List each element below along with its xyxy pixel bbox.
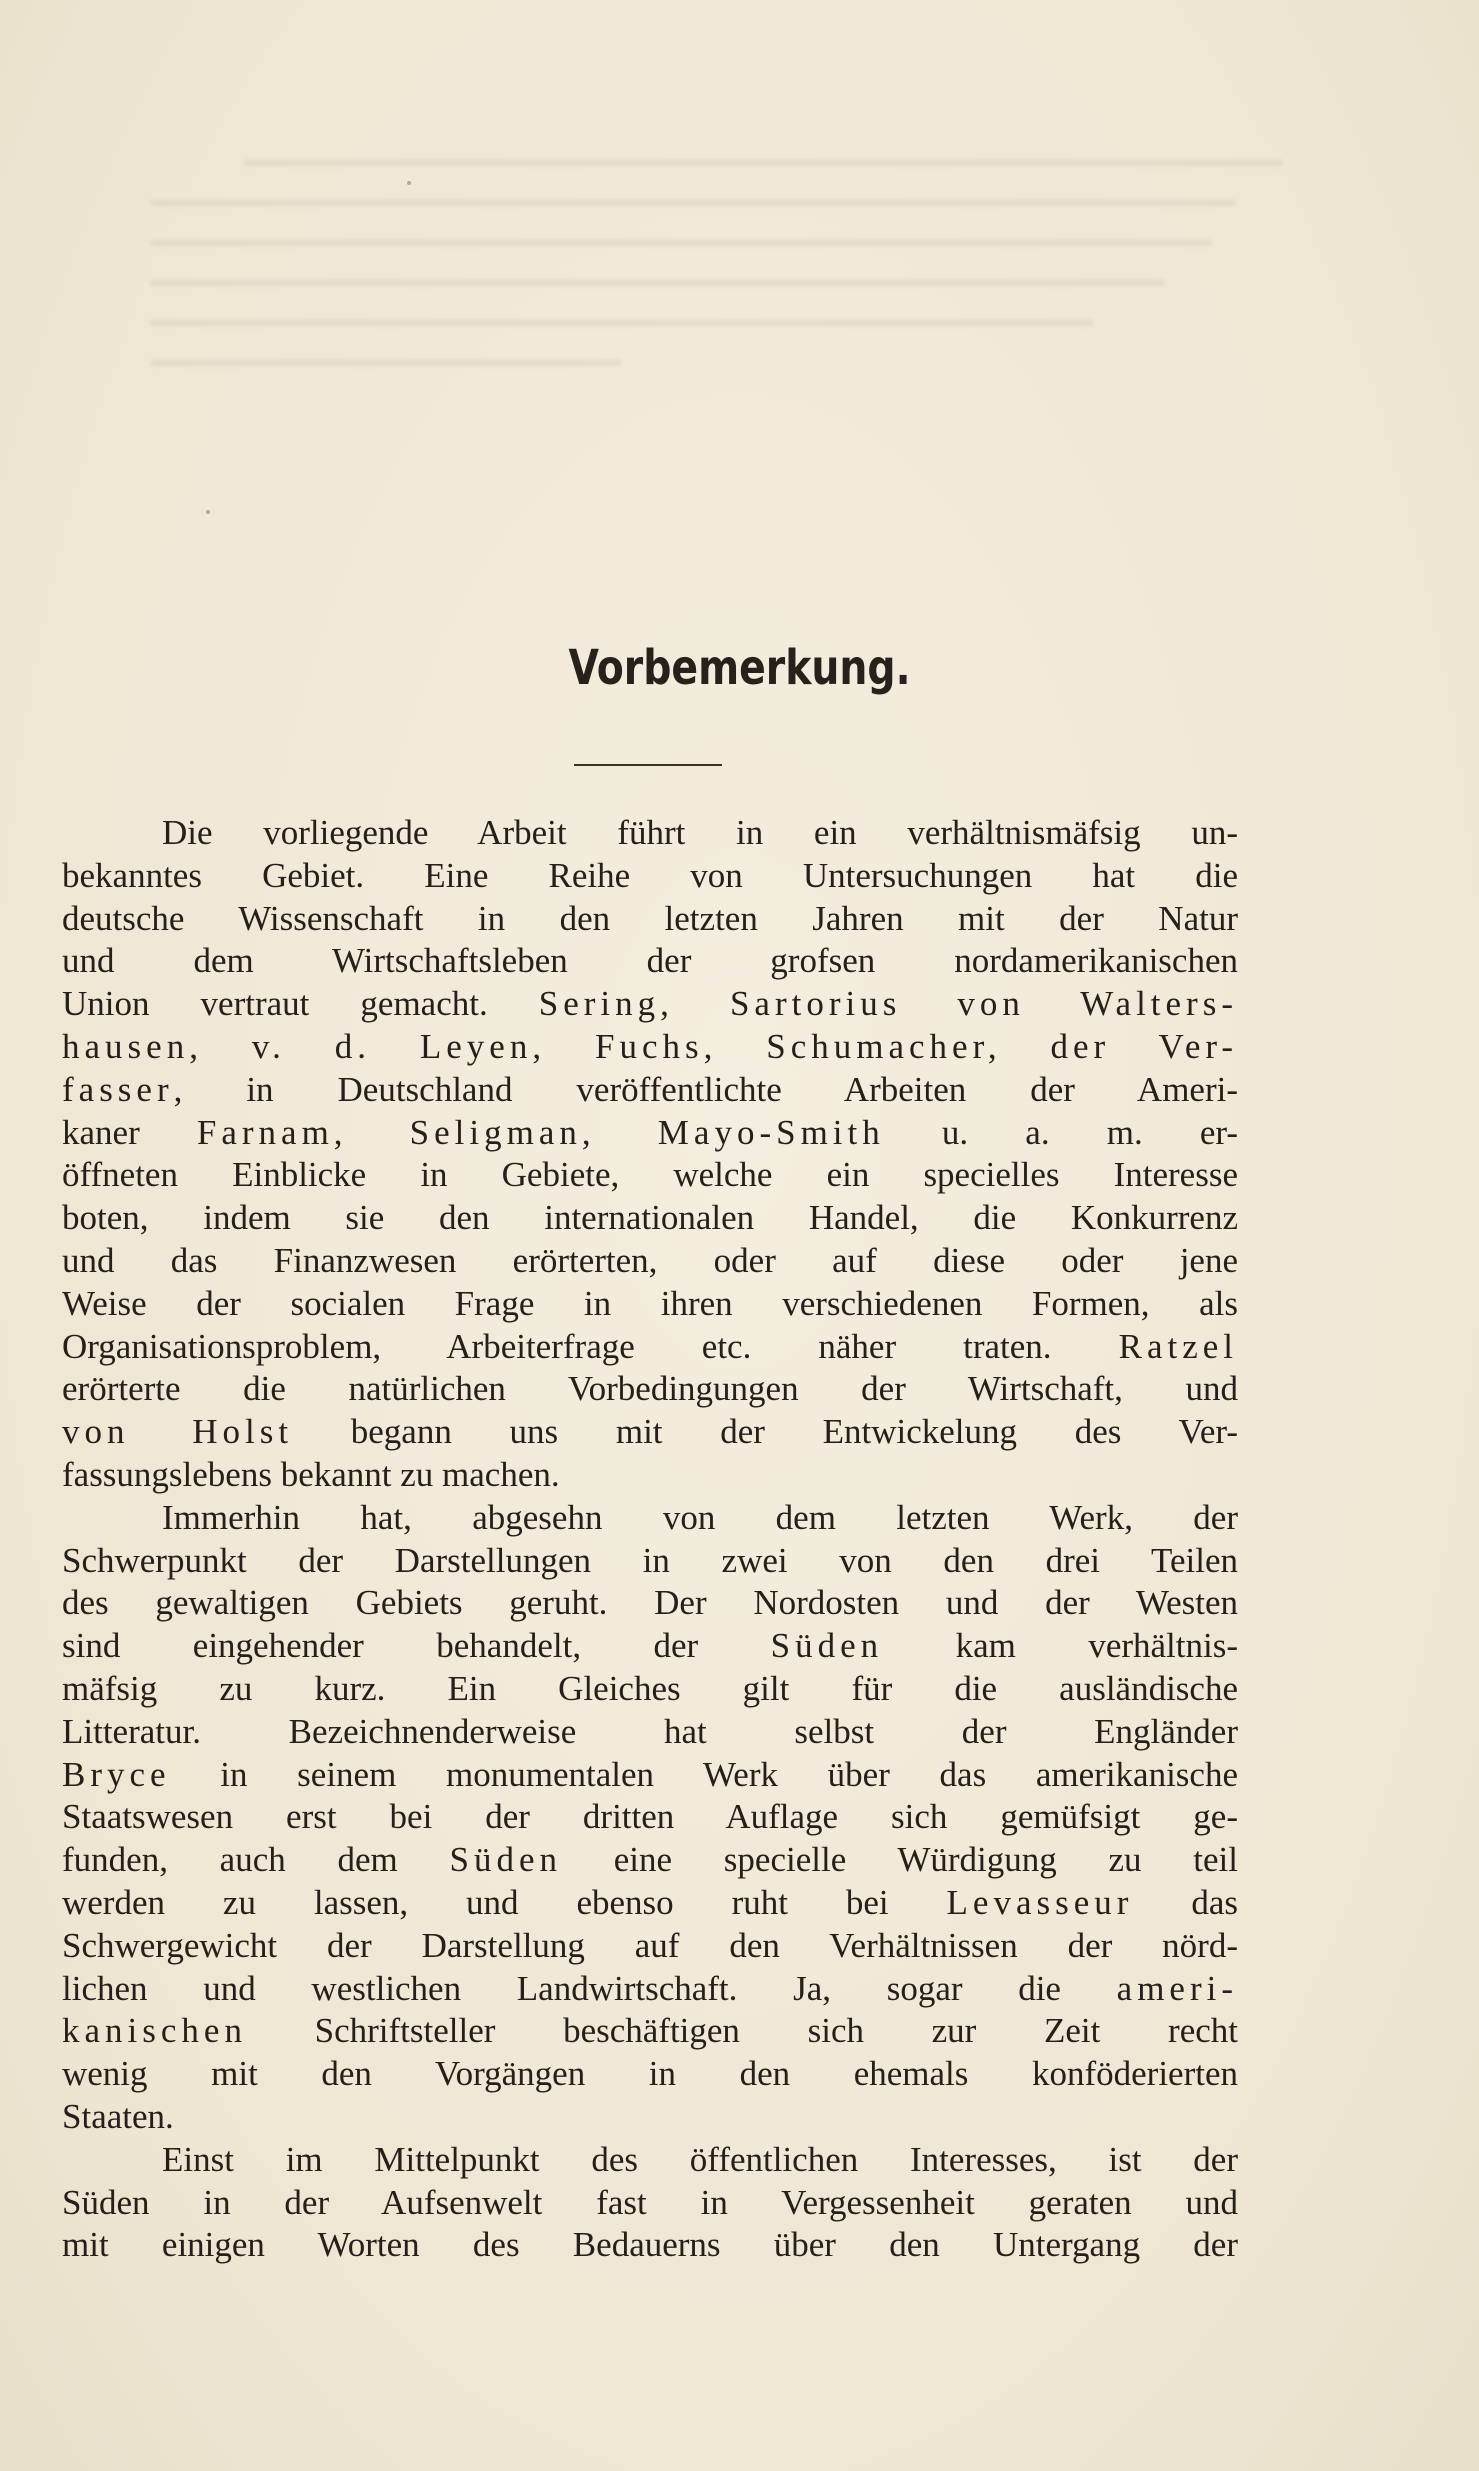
text-segment: Staaten. — [62, 2096, 174, 2136]
text-line — [62, 1882, 1238, 1925]
text-line — [62, 2010, 1238, 2053]
text-segment: des gewaltigen Gebiets geruht. Der Nordosten und der Westen — [62, 1583, 1238, 1623]
text-line — [62, 1925, 1238, 1968]
text-line — [62, 2182, 1238, 2225]
text-line — [62, 1283, 1238, 1326]
text-segment: kam verhältnis- — [883, 1626, 1239, 1666]
text-segment: mit einigen Worten des Bedauerns über den Untergang der — [62, 2225, 1238, 2265]
text-segment: kaner — [62, 1112, 197, 1152]
text-line — [62, 1197, 1238, 1240]
text-line — [62, 983, 1238, 1026]
page-heading: Vorbemerkung. — [568, 640, 911, 696]
text-segment: das — [1133, 1882, 1239, 1922]
spaced-name: fasser — [62, 1069, 174, 1109]
text-segment: lichen und westlichen Landwirtschaft. Ja, sogar die — [62, 1968, 1117, 2008]
text-line — [62, 812, 1238, 855]
text-segment: Weise der socialen Frage in ihren verschiedenen Formen, als — [62, 1283, 1238, 1323]
show-through-bleed — [150, 160, 1330, 520]
text-segment: erörterte die natürlichen Vorbedingungen der Wirtschaft, und — [62, 1369, 1238, 1409]
text-segment: und das Finanzwesen erörterten, oder auf diese oder jene — [62, 1240, 1238, 1280]
text-segment: Die vorliegende Arbeit führt in ein verhältnismäfsig un- — [162, 813, 1238, 852]
text-segment: Staatswesen erst bei der dritten Auflage sich gemüfsigt ge- — [62, 1797, 1238, 1837]
heading-rule — [574, 764, 722, 766]
text-line — [62, 1540, 1238, 1583]
text-line — [62, 1411, 1238, 1454]
text-line — [62, 855, 1238, 898]
text-line — [62, 1711, 1238, 1754]
text-segment: Immerhin hat, abgesehn von dem letzten Werk, der — [162, 1497, 1238, 1537]
text-segment: Schwergewicht der Darstellung auf den Verhältnissen der nörd- — [62, 1925, 1238, 1965]
text-segment: funden, auch dem — [62, 1840, 450, 1880]
text-line — [62, 2096, 1238, 2139]
paper-speck — [206, 510, 210, 514]
text-segment: sind eingehender behandelt, der — [62, 1626, 771, 1666]
spaced-name: ameri- — [1116, 1968, 1238, 2008]
text-segment: boten, indem sie den internationalen Handel, die Konkurrenz — [62, 1198, 1238, 1238]
spaced-name: Ratzel — [1118, 1326, 1238, 1366]
spaced-name: Farnam, Seligman, Mayo-Smith — [196, 1112, 885, 1152]
text-segment: eine specielle Würdigung zu teil — [562, 1840, 1238, 1880]
text-line — [62, 1368, 1238, 1411]
text-segment: Litteratur. Bezeichnenderweise hat selbst der Engländer — [62, 1711, 1238, 1751]
spaced-name: Sering, Sartorius von Walters- — [538, 984, 1238, 1024]
text-line — [62, 898, 1238, 941]
text-line — [62, 1582, 1238, 1625]
text-line — [62, 1839, 1238, 1882]
text-line — [62, 940, 1238, 983]
text-line — [62, 1240, 1238, 1283]
text-line — [62, 2224, 1238, 2267]
text-segment: Union vertraut gemacht. — [62, 984, 539, 1024]
spaced-name: Levasseur — [946, 1882, 1134, 1922]
text-segment: Einst im Mittelpunkt des öffentlichen Interesses, ist der — [162, 2139, 1238, 2179]
paper-speck — [407, 181, 411, 185]
text-segment: in seinem monumentalen Werk über das amerikanische — [170, 1754, 1238, 1794]
text-line — [62, 1968, 1238, 2011]
text-segment: Schriftsteller beschäftigen sich zur Zeit recht — [246, 2011, 1238, 2051]
spaced-name: hausen, v. d. Leyen, Fuchs, Schumacher, der Ver- — [62, 1026, 1238, 1066]
body-text — [62, 812, 1238, 2267]
text-line — [62, 2053, 1238, 2096]
spaced-name: von Holst — [62, 1412, 294, 1452]
text-segment: fassungslebens bekannt zu machen. — [62, 1454, 560, 1494]
text-line — [62, 2139, 1238, 2182]
text-line — [62, 1454, 1238, 1497]
spaced-name: kanischen — [62, 2011, 247, 2051]
text-segment: öffneten Einblicke in Gebiete, welche ein specielles Interesse — [62, 1155, 1238, 1195]
text-segment: deutsche Wissenschaft in den letzten Jahren mit der Natur — [62, 898, 1238, 938]
spaced-name: Bryce — [62, 1754, 171, 1794]
text-segment: Organisationsproblem, Arbeiterfrage etc. näher traten. — [62, 1326, 1119, 1366]
text-line — [62, 1112, 1238, 1155]
text-segment: mäfsig zu kurz. Ein Gleiches gilt für die ausländische — [62, 1668, 1238, 1708]
text-segment: begann uns mit der Entwickelung des Ver- — [293, 1412, 1238, 1452]
text-line — [62, 1497, 1238, 1540]
text-segment: u. a. m. er- — [884, 1112, 1238, 1152]
text-line — [62, 1154, 1238, 1197]
text-segment: bekanntes Gebiet. Eine Reihe von Untersuchungen hat die — [62, 855, 1238, 895]
text-segment: Süden in der Aufsenwelt fast in Vergessenheit geraten und — [62, 2182, 1238, 2222]
text-segment: Schwerpunkt der Darstellungen in zwei von den drei Teilen — [62, 1540, 1238, 1580]
text-line — [62, 1326, 1238, 1369]
spaced-name: Süden — [449, 1840, 563, 1880]
text-segment: und dem Wirtschaftsleben der grofsen nordamerikanischen — [62, 941, 1238, 981]
text-line — [62, 1668, 1238, 1711]
text-line — [62, 1754, 1238, 1797]
text-line — [62, 1069, 1238, 1112]
text-segment: , in Deutschland veröffentlichte Arbeiten der Ameri- — [173, 1069, 1238, 1109]
text-line — [62, 1625, 1238, 1668]
spaced-name: Süden — [770, 1626, 884, 1666]
text-segment: werden zu lassen, und ebenso ruht bei — [62, 1882, 947, 1922]
text-line — [62, 1026, 1238, 1069]
text-segment: wenig mit den Vorgängen in den ehemals konföderierten — [62, 2054, 1238, 2094]
text-line — [62, 1796, 1238, 1839]
